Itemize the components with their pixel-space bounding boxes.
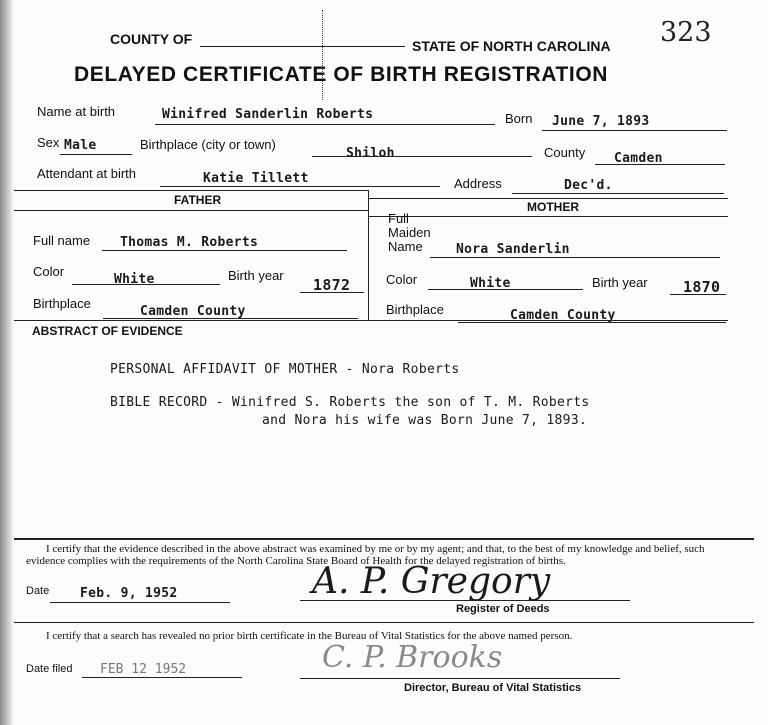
name-at-birth-label: Name at birth — [37, 104, 116, 119]
attendant-label: Attendant at birth — [37, 166, 137, 181]
born-line — [542, 130, 727, 131]
mother-birthplace-label: Birthplace — [386, 302, 444, 317]
father-fullname-label: Full name — [33, 233, 91, 248]
father-color-value: White — [114, 272, 155, 287]
father-birthyear-line — [300, 292, 364, 293]
search-statement: I certify that a search has revealed no prior birth certificate in the Bureau of Vital Statistics for the above named person. — [46, 630, 573, 642]
father-birthyear-label: Birth year — [228, 268, 284, 283]
name-line — [155, 124, 495, 125]
county-line — [200, 46, 405, 47]
address-value: Dec'd. — [564, 178, 613, 193]
mother-birthyear-value: 1870 — [683, 278, 721, 296]
director-signature: C. P. Brooks — [322, 640, 503, 675]
county-field-line — [595, 164, 725, 165]
register-signature-line — [300, 600, 630, 601]
parents-top-rule-right — [368, 198, 728, 199]
evidence-heading: ABSTRACT OF EVIDENCE — [32, 324, 183, 338]
father-fullname-value: Thomas M. Roberts — [120, 235, 259, 250]
certification-date-value: Feb. 9, 1952 — [80, 586, 178, 601]
page-number: 323 — [660, 17, 712, 48]
county-field-label: County — [544, 145, 586, 160]
father-color-line — [72, 284, 220, 285]
evidence-line-3: and Nora his wife was Born June 7, 1893. — [262, 413, 588, 428]
certification-date-label: Date — [26, 585, 50, 597]
document-title: DELAYED CERTIFICATE OF BIRTH REGISTRATION — [74, 63, 609, 86]
parents-top-rule-left — [14, 190, 368, 191]
father-color-label: Color — [33, 264, 65, 279]
sex-line — [60, 154, 132, 155]
search-date-stamp: FEB 12 1952 — [100, 662, 187, 677]
county-label: COUNTY OF — [110, 31, 193, 47]
address-label: Address — [454, 176, 502, 191]
father-birthplace-label: Birthplace — [33, 296, 91, 311]
name-at-birth-value: Winifred Sanderlin Roberts — [162, 107, 374, 122]
address-line — [512, 193, 724, 194]
search-top-rule — [14, 622, 754, 623]
scan-edge-shadow — [0, 0, 14, 725]
mother-birthplace-value: Camden County — [510, 308, 616, 323]
mother-color-line — [428, 289, 583, 290]
mother-birthplace-line — [458, 322, 726, 323]
birthplace-value: Shiloh — [346, 146, 395, 161]
mother-full-label: Full — [388, 211, 409, 226]
evidence-top-rule — [14, 320, 728, 321]
sex-label: Sex — [37, 135, 60, 150]
county-value: Camden — [614, 151, 663, 166]
register-signature: A. P. Gregory — [312, 561, 551, 602]
father-fullname-line — [102, 250, 347, 251]
born-label: Born — [505, 111, 533, 126]
evidence-line-2: BIBLE RECORD - Winifred S. Roberts the son of T. M. Roberts — [110, 395, 590, 410]
state-label: STATE OF NORTH CAROLINA — [412, 38, 611, 54]
mother-name-line — [430, 257, 720, 258]
mother-heading: MOTHER — [527, 200, 579, 214]
mother-name-value: Nora Sanderlin — [456, 242, 570, 257]
mother-color-value: White — [470, 276, 511, 291]
father-birthyear-value: 1872 — [313, 276, 351, 294]
born-value: June 7, 1893 — [552, 114, 650, 129]
father-birthplace-value: Camden County — [140, 304, 246, 319]
certification-statement: I certify that the evidence described in the above abstract was examined by me or by my agent; and that, to the best of my knowledge and belief, such evidence complies with the requirements of the North Carolina State Board of Health for the delayed registration of births. — [26, 543, 705, 567]
evidence-line-1: PERSONAL AFFIDAVIT OF MOTHER - Nora Roberts — [110, 362, 460, 377]
mother-maiden-label: Maiden — [388, 225, 431, 240]
birthplace-line — [312, 156, 532, 157]
mother-color-label: Color — [386, 272, 418, 287]
attendant-value: Katie Tillett — [203, 171, 309, 186]
mother-birthyear-label: Birth year — [592, 275, 648, 290]
sex-value: Male — [64, 138, 97, 153]
father-heading-rule — [14, 210, 368, 211]
mother-birthyear-line — [670, 294, 726, 295]
birthplace-label: Birthplace (city or town) — [140, 137, 276, 152]
father-heading: FATHER — [174, 193, 222, 207]
certification-date-line — [50, 602, 230, 603]
parents-divider — [368, 190, 369, 320]
director-signature-line — [300, 678, 620, 679]
search-date-label: Date filed — [26, 663, 73, 675]
mother-heading-rule — [368, 216, 728, 217]
certification-top-rule — [14, 538, 754, 540]
father-birthplace-line — [103, 318, 358, 319]
search-date-line — [82, 677, 242, 678]
register-title: Register of Deeds — [456, 603, 550, 615]
attendant-line — [160, 186, 440, 187]
director-title: Director, Bureau of Vital Statistics — [404, 682, 582, 694]
mother-name-label: Name — [388, 239, 423, 254]
